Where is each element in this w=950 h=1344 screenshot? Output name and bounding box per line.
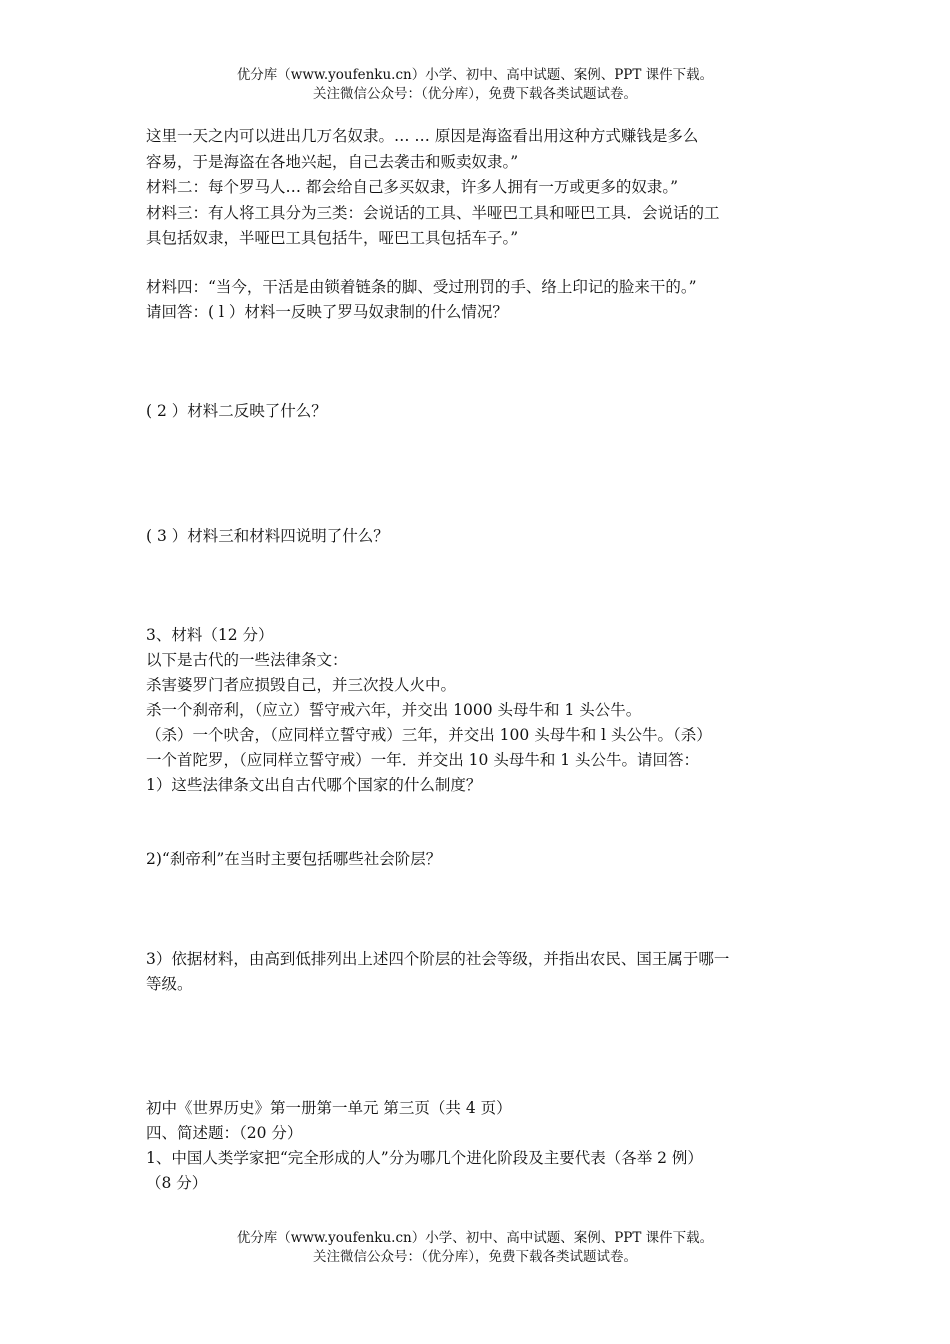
law-3-line-a: （杀）一个吠舍，（应同样立誓守戒）三年，并交出 100 头母牛和 l 头公牛。（杀） — [146, 726, 712, 744]
material-4: 材料四：“当今，干活是由锁着链条的脚、受过刑罚的手、络上印记的脸来干的。” — [146, 278, 697, 296]
section-3-intro: 以下是古代的一些法律条文： — [146, 651, 348, 669]
material-3-line-b: 具包括奴隶，半哑巴工具包括牛，哑巴工具包括车子。” — [146, 229, 519, 247]
material-3-line-a: 材料三：有人将工具分为三类：会说话的工具、半哑巴工具和哑巴工具．会说话的工 — [146, 204, 720, 222]
header-line-1: 优分库（www.youfenku.cn）小学、初中、高中试题、案例、PPT 课件下载。 — [236, 67, 714, 83]
question-1: 请回答：( l ）材料一反映了罗马奴隶制的什么情况？ — [146, 303, 508, 321]
footer-line-2: 关注微信公众号：（优分库），免费下载各类试题试卷。 — [313, 1249, 637, 1265]
law-3-line-b: 一个首陀罗，（应同样立誓守戒）一年．并交出 10 头母牛和 1 头公牛。请回答： — [146, 751, 700, 769]
page-info: 初中《世界历史》第一册第一单元 第三页（共 4 页） — [146, 1099, 512, 1117]
section-3-title: 3、材料（12 分） — [146, 626, 274, 644]
material-2: 材料二：每个罗马人… 都会给自己多买奴隶，许多人拥有一万或更多的奴隶。” — [146, 178, 679, 196]
footer-line-1: 优分库（www.youfenku.cn）小学、初中、高中试题、案例、PPT 课件下载。 — [236, 1230, 714, 1246]
section-3-question-1: 1）这些法律条文出自古代哪个国家的什么制度？ — [146, 776, 482, 794]
material-1-line-a: 这里一天之内可以进出几万名奴隶。… … 原因是海盗看出用这种方式赚钱是多么 — [146, 127, 699, 145]
section-4-question-1-line-b: （8 分） — [146, 1174, 208, 1192]
section-4-question-1-line-a: 1、中国人类学家把“完全形成的人”分为哪几个进化阶段及主要代表（各举 2 例） — [146, 1149, 703, 1167]
law-1: 杀害婆罗门者应损毁自己，并三次投人火中。 — [146, 676, 457, 694]
section-3-question-3-line-b: 等级。 — [146, 975, 193, 993]
question-2: ( 2 ）材料二反映了什么？ — [146, 402, 327, 420]
header-line-2: 关注微信公众号：（优分库），免费下载各类试题试卷。 — [313, 86, 637, 102]
material-1-line-b: 容易，于是海盗在各地兴起，自己去袭击和贩卖奴隶。” — [146, 153, 519, 171]
question-3: ( 3 ）材料三和材料四说明了什么？ — [146, 527, 389, 545]
section-3-question-2: 2)“刹帝利”在当时主要包括哪些社会阶层？ — [146, 850, 442, 868]
law-2: 杀一个刹帝利，（应立）誓守戒六年，并交出 1000 头母牛和 1 头公牛。 — [146, 701, 642, 719]
section-3-question-3-line-a: 3）依据材料，由高到低排列出上述四个阶层的社会等级，并指出农民、国王属于哪一 — [146, 950, 730, 968]
section-4-title: 四、简述题：（20 分） — [146, 1124, 303, 1142]
